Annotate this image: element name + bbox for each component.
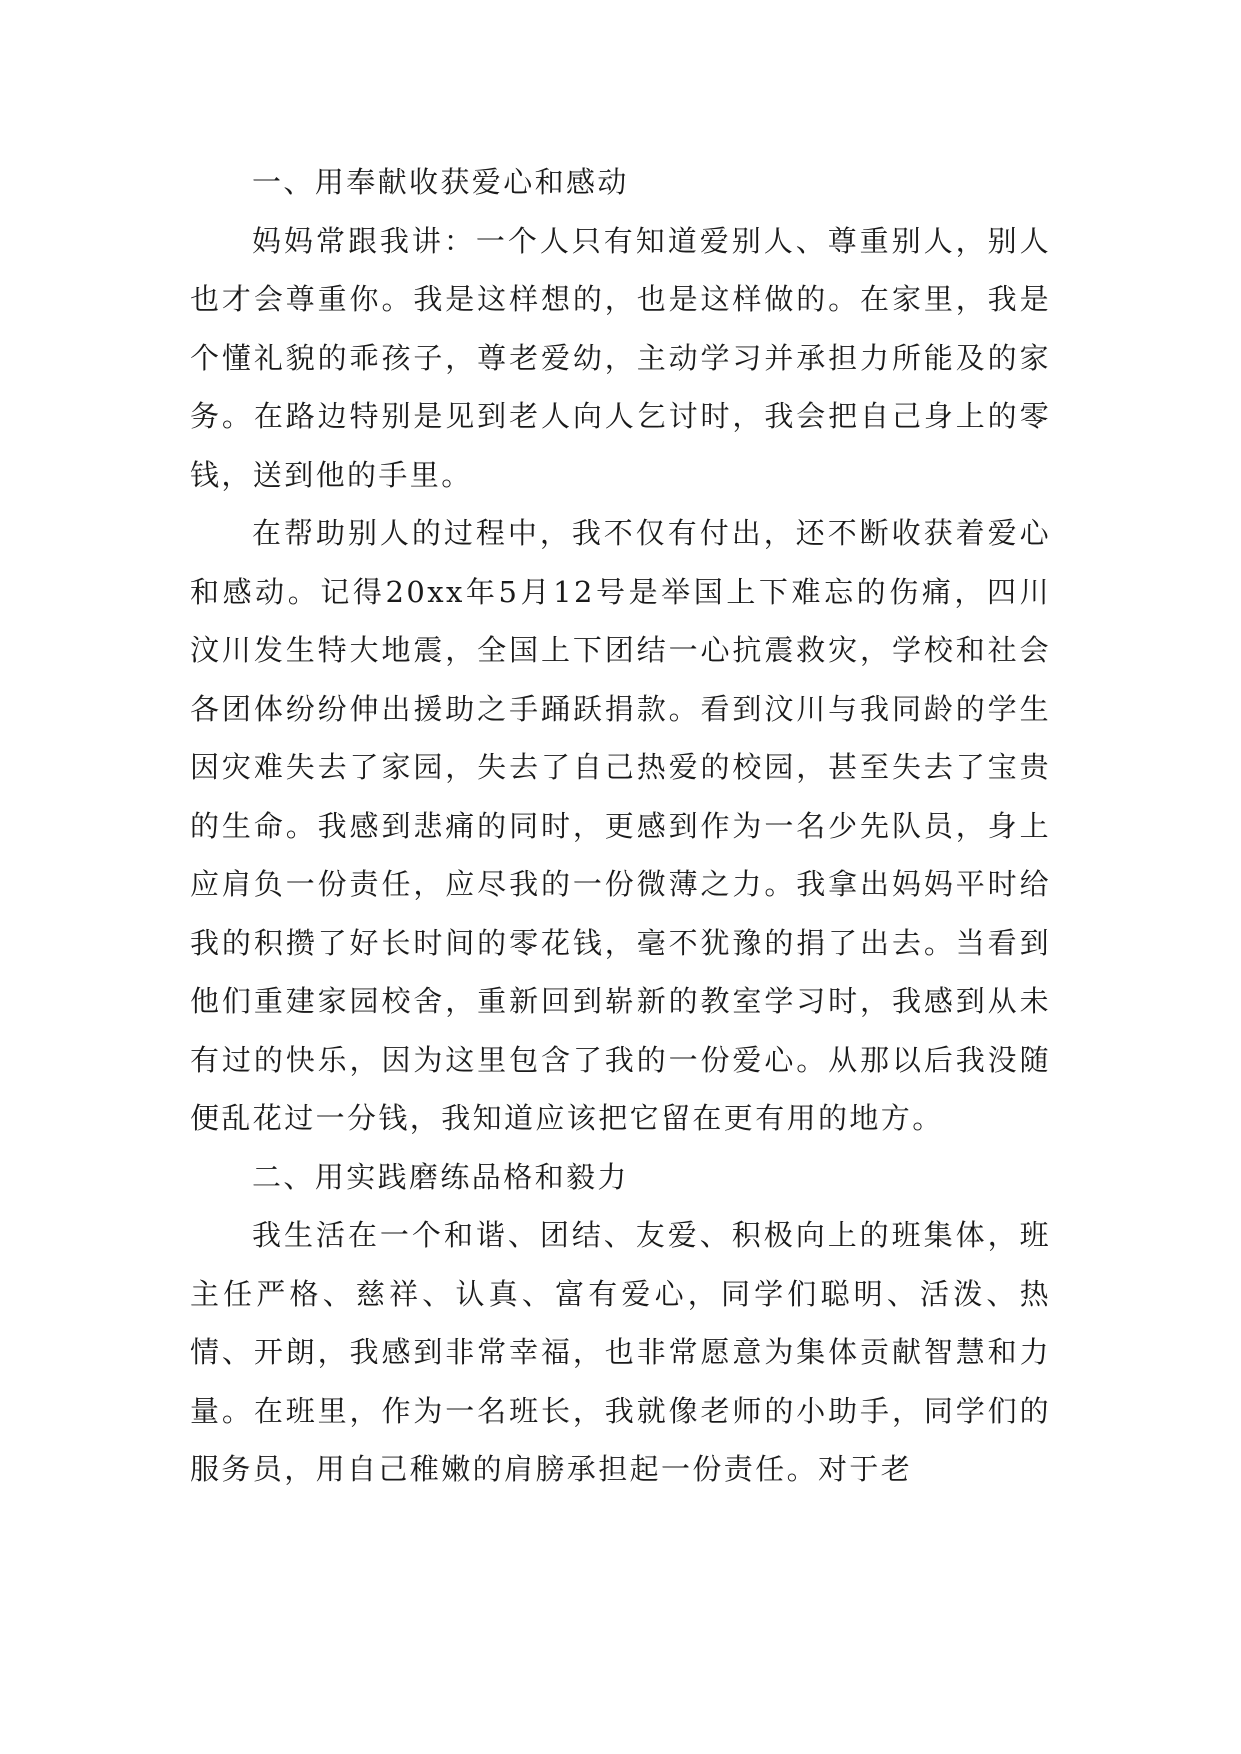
paragraph: 妈妈常跟我讲：一个人只有知道爱别人、尊重别人，别人也才会尊重你。我是这样想的，也是这样做的。在家里，我是个懂礼貌的乖孩子，尊老爱幼，主动学习并承担力所能及的家务。在路边特别是见到老人向人乞讨时，我会把自己身上的零钱，送到他的手里。 xyxy=(190,223,1051,492)
document-body xyxy=(190,153,1051,1499)
paragraph: 在帮助别人的过程中，我不仅有付出，还不断收获着爱心和感动。记得20xx年5月12号是举国上下难忘的伤痛，四川汶川发生特大地震，全国上下团结一心抗震救灾，学校和社会各团体纷纷伸出援助之手踊跃捐款。看到汶川与我同龄的学生因灾难失去了家园，失去了自己热爱的校园，甚至失去了宝贵的生命。我感到悲痛的同时，更感到作为一名少先队员，身上应肩负一份责任，应尽我的一份微薄之力。我拿出妈妈平时给我的积攒了好长时间的零花钱，毫不犹豫的捐了出去。当看到他们重建家园校舍，重新回到崭新的教室学习时，我感到从未有过的快乐，因为这里包含了我的一份爱心。从那以后我没随便乱花过一分钱，我知道应该把它留在更有用的地方。 xyxy=(190,516,1051,1135)
section-heading-1: 一、用奉献收获爱心和感动 xyxy=(252,165,629,199)
paragraph: 我生活在一个和谐、团结、友爱、积极向上的班集体，班主任严格、慈祥、认真、富有爱心，同学们聪明、活泼、热情、开朗，我感到非常幸福，也非常愿意为集体贡献智慧和力量。在班里，作为一名班长，我就像老师的小助手，同学们的服务员，用自己稚嫩的肩膀承担起一份责任。对于老 xyxy=(190,1218,1051,1486)
section-heading-2: 二、用实践磨练品格和毅力 xyxy=(252,1159,629,1194)
